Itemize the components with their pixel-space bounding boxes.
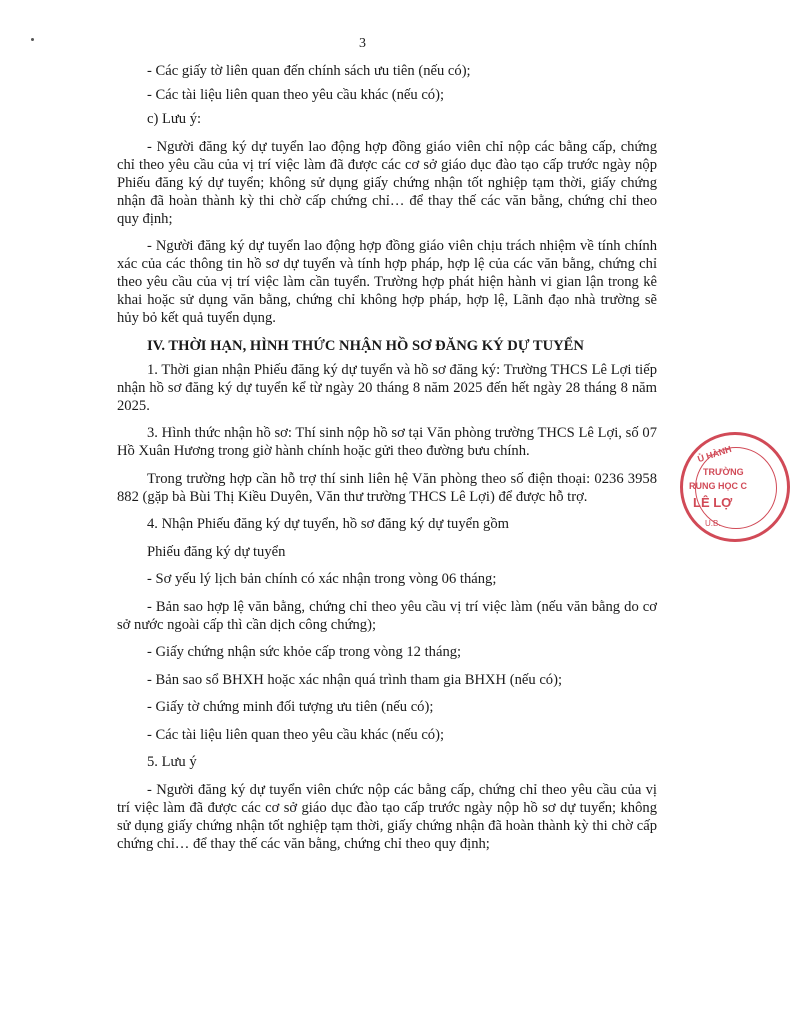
paragraph-submission-method: 3. Hình thức nhận hồ sơ: Thí sinh nộp hồ sơ tại Văn phòng trường THCS Lê Lợi, số 07 Hồ Xuân Hương trong giờ hành chính hoặc gửi theo đường bưu chính. (117, 425, 657, 459)
section-heading-iv: IV. THỜI HẠN, HÌNH THỨC NHẬN HỒ SƠ ĐĂNG KÝ DỰ TUYỂN (147, 337, 584, 354)
page-number: 3 (359, 36, 366, 51)
document-body (117, 62, 657, 862)
school-seal-stamp: Ủ HÀNH TRƯỜNG RUNG HỌC C LÊ LỢ U.B. (680, 432, 790, 542)
list-item-other-docs: - Các tài liệu liên quan theo yêu cầu khác (nếu có); (147, 726, 445, 743)
paragraph-dossier-intro: 4. Nhận Phiếu đăng ký dự tuyển, hồ sơ đăng ký dự tuyển gồm (147, 516, 509, 532)
list-item-diploma-copy: - Bản sao hợp lệ văn bằng, chứng chỉ theo yêu cầu vị trí việc làm (nếu văn bằng do cơ sở nước ngoài cấp thì cần dịch công chứng); (117, 598, 657, 633)
paragraph-note-5: - Người đăng ký dự tuyển viên chức nộp các bằng cấp, chứng chỉ theo yêu cầu của vị trí việc làm đã được các cơ sở giáo dục đào tạo cấp trước ngày nộp hồ sơ dự tuyển; không sử dụng giấy chứng nhận tốt nghiệp tạm thời, giấy chứng nhận đã hoàn thành kỳ thi chờ cấp chứng chỉ… để thay thế các văn bằng, chứng chỉ theo quy định; (117, 781, 657, 852)
list-item-priority-proof: - Giấy tờ chứng minh đối tượng ưu tiên (nếu có); (147, 699, 434, 715)
list-item-cv: - Sơ yếu lý lịch bản chính có xác nhận trong vòng 06 tháng; (147, 571, 497, 587)
paragraph-contact: Trong trường hợp cần hỗ trợ thí sinh liên hệ Văn phòng theo số điện thoại: 0236 3958 882 (gặp bà Bùi Thị Kiều Duyên, Văn thư trường THCS Lê Lợi) để được hỗ trợ. (117, 470, 657, 505)
list-item-social-insurance: - Bản sao sổ BHXH hoặc xác nhận quá trình tham gia BHXH (nếu có); (147, 671, 563, 688)
paragraph-note-5-label: 5. Lưu ý (147, 754, 197, 770)
paragraph-submission-time: 1. Thời gian nhận Phiếu đăng ký dự tuyển và hồ sơ đăng ký: Trường THCS Lê Lợi tiếp nhận hồ sơ đăng ký dự tuyển kể từ ngày 20 tháng 8 năm 2025 đến hết ngày 28 tháng 8 năm 2025. (117, 361, 657, 414)
list-item-health-cert: - Giấy chứng nhận sức khỏe cấp trong vòng 12 tháng; (147, 644, 462, 660)
paragraph-other-docs: - Các tài liệu liên quan theo yêu cầu khác (nếu có); (147, 87, 445, 103)
paragraph-priority-docs: - Các giấy tờ liên quan đến chính sách ưu tiên (nếu có); (147, 63, 471, 79)
list-item-registration-form: Phiếu đăng ký dự tuyển (147, 543, 286, 560)
paragraph-note-1: - Người đăng ký dự tuyển lao động hợp đồng giáo viên chỉ nộp các bằng cấp, chứng chỉ theo yêu cầu của vị trí việc làm đã được các cơ sở giáo dục đào tạo cấp trước ngày nộp Phiếu đăng ký dự tuyển; không sử dụng giấy chứng nhận tốt nghiệp tạm thời, giấy chứng nhận đã hoàn thành kỳ thi chờ cấp chứng chỉ… để thay thế các văn bằng, chứng chỉ theo quy định; (117, 138, 657, 227)
paragraph-note-label: c) Lưu ý: (147, 111, 202, 127)
paragraph-note-2: - Người đăng ký dự tuyển lao động hợp đồng giáo viên chịu trách nhiệm về tính chính xác của các thông tin hồ sơ dự tuyển và tính hợp pháp, hợp lệ của các văn bằng, chứng chỉ theo yêu cầu của vị trí việc làm cần tuyển. Trường hợp phát hiện hành vi gian lận trong kê khai hoặc sử dụng văn bằng, chứng chỉ không hợp pháp, hợp lệ, Lãnh đạo nhà trường sẽ hủy bỏ kết quả tuyển dụng. (117, 238, 657, 326)
